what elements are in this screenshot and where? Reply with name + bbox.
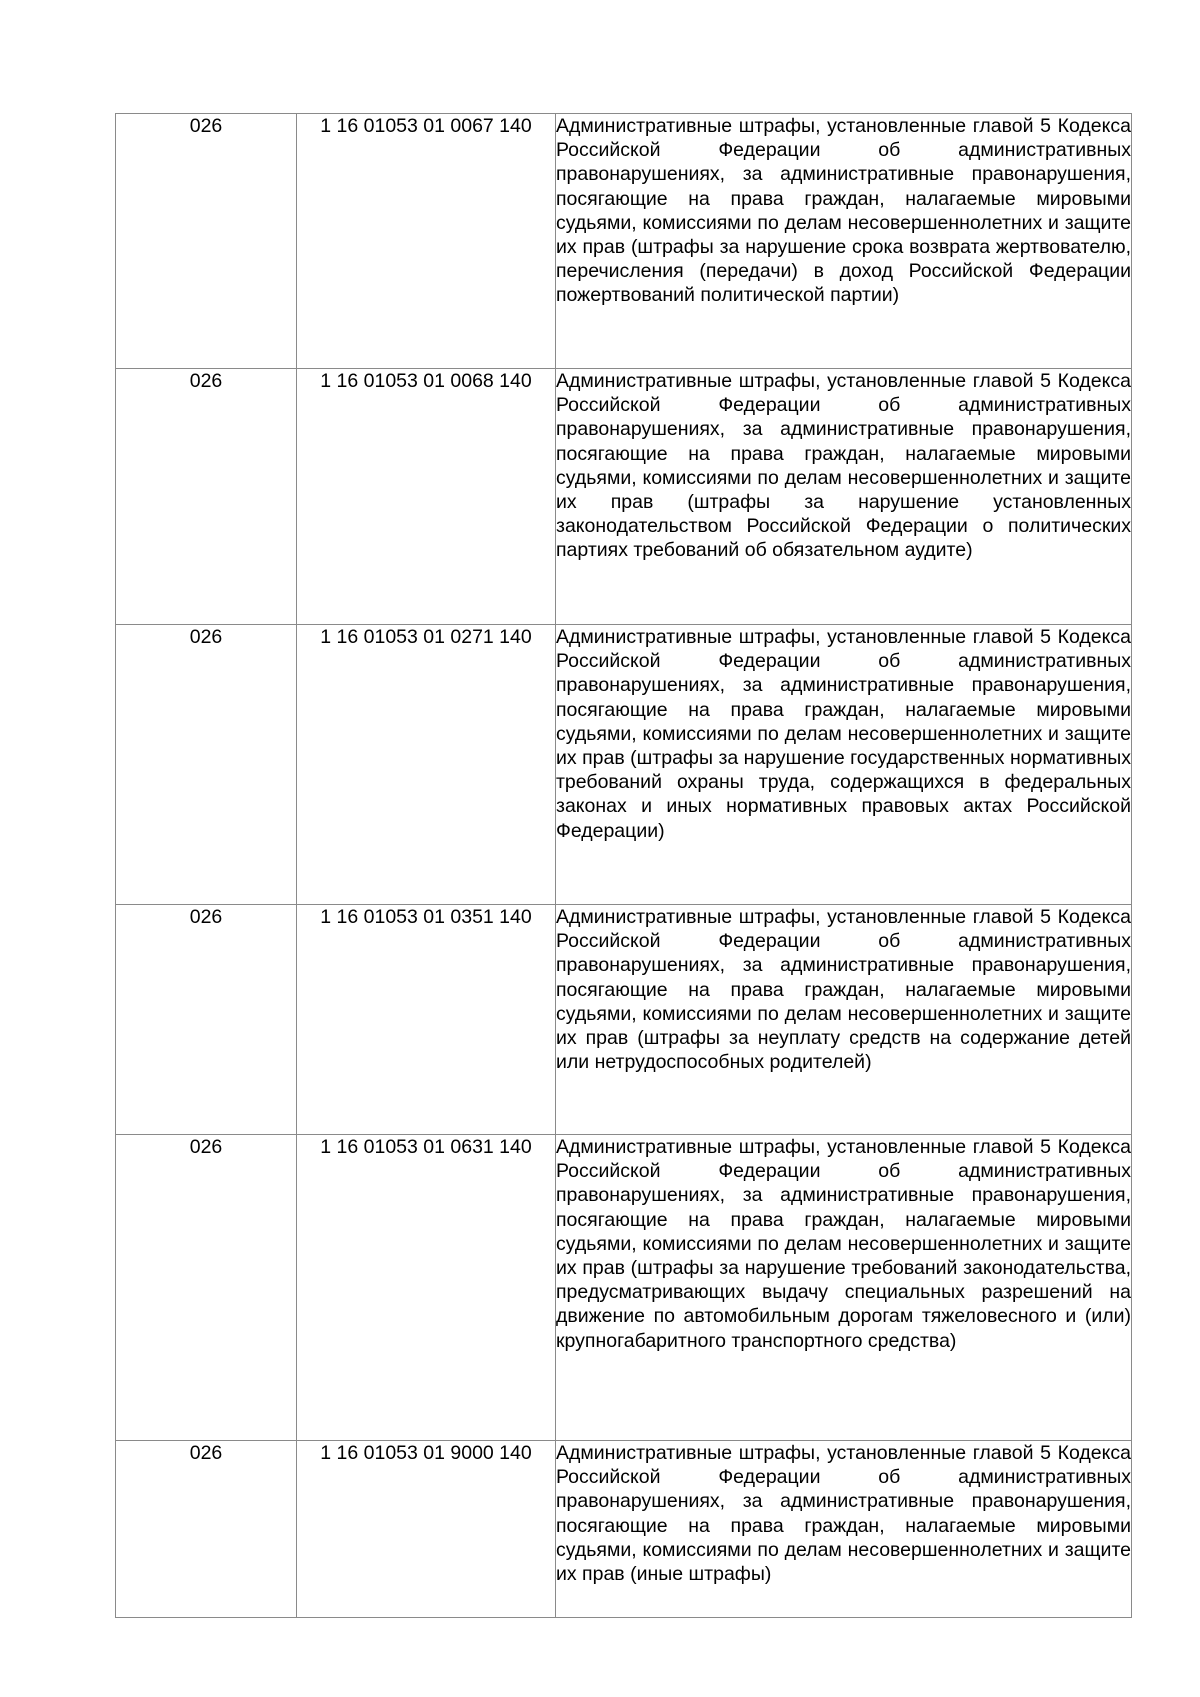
admin-code-cell: 026 — [116, 1441, 297, 1618]
budget-codes-table — [115, 113, 1132, 1618]
kbk-code-cell: 1 16 01053 01 0067 140 — [297, 114, 556, 369]
description-cell: Административные штрафы, установленные главой 5 Кодекса Российской Федерации об административных правонарушениях, за административные правонарушения, посягающие на права граждан, налагаемые мировыми судьями, комиссиями по делам несовершеннолетних и защите их прав (иные штрафы) — [556, 1442, 1131, 1586]
description-cell: Административные штрафы, установленные главой 5 Кодекса Российской Федерации об административных правонарушениях, за административные правонарушения, посягающие на права граждан, налагаемые мировыми судьями, комиссиями по делам несовершеннолетних и защите их прав (штрафы за нарушение установленных законодательством Российской Федерации о политических партиях требований об обязательном аудите) — [556, 370, 1131, 562]
table-row — [116, 114, 1132, 369]
admin-code-cell: 026 — [116, 905, 297, 1135]
admin-code-cell: 026 — [116, 625, 297, 905]
table-row — [116, 625, 1132, 905]
admin-code-cell: 026 — [116, 369, 297, 625]
kbk-code-cell: 1 16 01053 01 0631 140 — [297, 1135, 556, 1441]
table-row — [116, 1441, 1132, 1618]
description-cell: Административные штрафы, установленные главой 5 Кодекса Российской Федерации об административных правонарушениях, за административные правонарушения, посягающие на права граждан, налагаемые мировыми судьями, комиссиями по делам несовершеннолетних и защите их прав (штрафы за неуплату средств на содержание детей или нетрудоспособных родителей) — [556, 906, 1131, 1074]
kbk-code-cell: 1 16 01053 01 9000 140 — [297, 1441, 556, 1618]
description-cell: Административные штрафы, установленные главой 5 Кодекса Российской Федерации об административных правонарушениях, за административные правонарушения, посягающие на права граждан, налагаемые мировыми судьями, комиссиями по делам несовершеннолетних и защите их прав (штрафы за нарушение срока возврата жертвователю, перечисления (передачи) в доход Российской Федерации пожертвований политической партии) — [556, 115, 1131, 307]
description-cell: Административные штрафы, установленные главой 5 Кодекса Российской Федерации об административных правонарушениях, за административные правонарушения, посягающие на права граждан, налагаемые мировыми судьями, комиссиями по делам несовершеннолетних и защите их прав (штрафы за нарушение требований законодательства, предусматривающих выдачу специальных разрешений на движение по автомобильным дорогам тяжеловесного и (или) крупногабаритного транспортного средства) — [556, 1136, 1131, 1352]
kbk-code-cell: 1 16 01053 01 0068 140 — [297, 369, 556, 625]
admin-code-cell: 026 — [116, 114, 297, 369]
table-row — [116, 905, 1132, 1135]
description-cell: Административные штрафы, установленные главой 5 Кодекса Российской Федерации об административных правонарушениях, за административные правонарушения, посягающие на права граждан, налагаемые мировыми судьями, комиссиями по делам несовершеннолетних и защите их прав (штрафы за нарушение государственных нормативных требований охраны труда, содержащихся в федеральных законах и иных нормативных правовых актах Российской Федерации) — [556, 626, 1131, 842]
kbk-code-cell: 1 16 01053 01 0351 140 — [297, 905, 556, 1135]
admin-code-cell: 026 — [116, 1135, 297, 1441]
kbk-code-cell: 1 16 01053 01 0271 140 — [297, 625, 556, 905]
table-row — [116, 1135, 1132, 1441]
table-row — [116, 369, 1132, 625]
